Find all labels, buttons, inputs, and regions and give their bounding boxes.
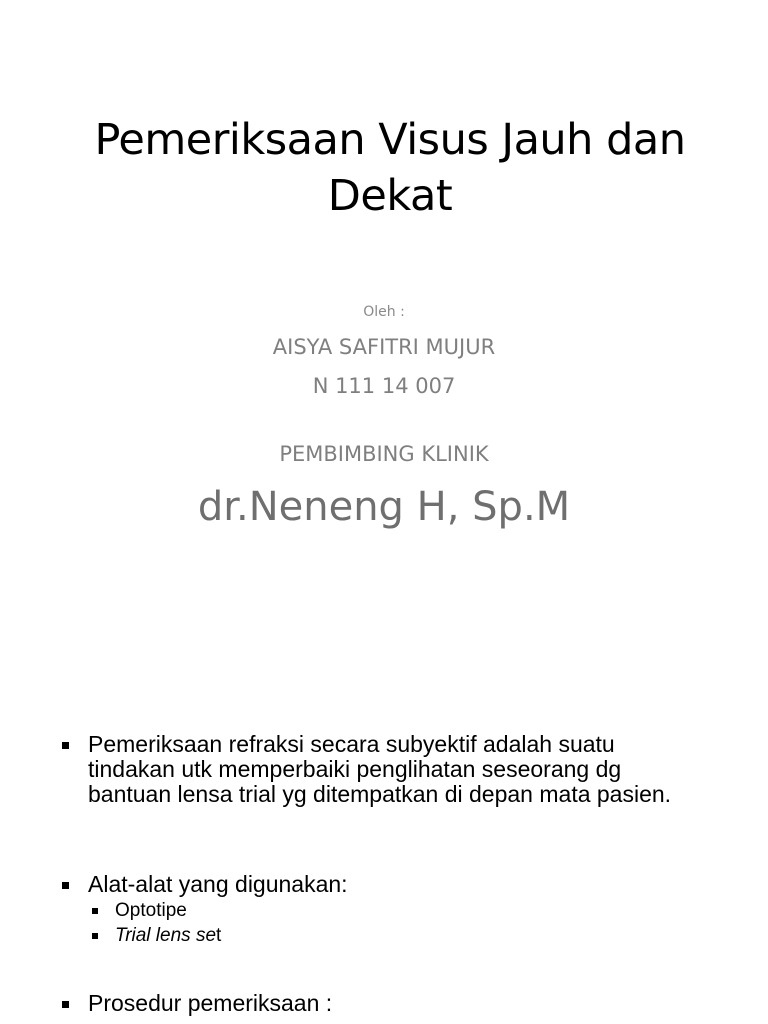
bullet-marker bbox=[62, 882, 69, 889]
bullet-text: Alat-alat yang digunakan: bbox=[88, 871, 348, 897]
supervisor-name: dr.Neneng H, Sp.M bbox=[197, 484, 571, 530]
student-id: N 111 14 007 bbox=[312, 374, 456, 398]
sub-bullet-text: Optotipe bbox=[115, 900, 187, 921]
bullet-marker bbox=[92, 908, 98, 914]
supervisor-label: PEMBIMBING KLINIK bbox=[279, 442, 489, 466]
bullet-text: Prosedur pemeriksaan : bbox=[88, 990, 333, 1016]
by-label: Oleh : bbox=[363, 304, 405, 320]
bullet-text: Pemeriksaan refraksi secara subyektif adalah suatu tindakan utk memperbaiki penglihatan seseorang dg bantuan lensa trial yg ditempatkan di depan mata pasien. bbox=[88, 731, 672, 807]
bullet-marker bbox=[62, 742, 69, 749]
author-name: AISYA SAFITRI MUJUR bbox=[272, 335, 496, 359]
content-slide bbox=[0, 700, 768, 1024]
bullet-marker bbox=[62, 1001, 69, 1008]
normal-part: t bbox=[216, 925, 222, 946]
slide-title: Pemeriksaan Visus Jauh dan Dekat bbox=[94, 115, 686, 221]
italic-part: Trial lens se bbox=[115, 925, 217, 946]
sub-bullet-text bbox=[115, 924, 615, 948]
bullet-marker bbox=[92, 933, 98, 939]
